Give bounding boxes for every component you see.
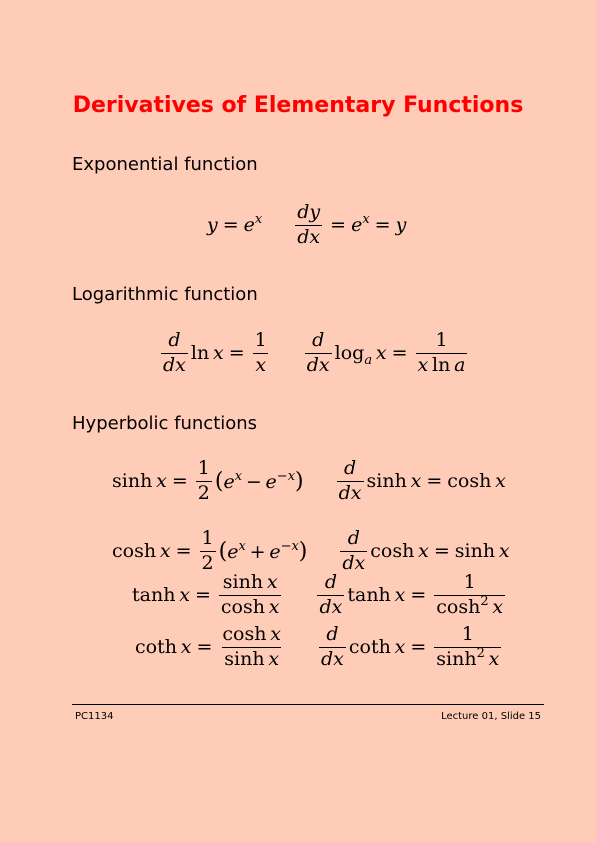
equation-exponential: y = $e^x$ $\frac{dy}{dx}$ = $e^x$ = y: [207, 201, 407, 248]
equation-logarithmic: $\frac{d}{dx}$ ln x = $\frac{1}{x}$ $\frac{d}{dx}$ $\log_a x$ = $\frac{1}{\text{x ln a}}$: [163, 329, 466, 376]
equation-sinh: sinh x = $\frac{1}{2}$ $(e^x - e^{-x})$ $\frac{d}{dx}$ sinh x = cosh x: [112, 457, 506, 504]
section-exponential-heading: Exponential function: [72, 154, 258, 175]
equation-cosh: cosh x = $\frac{1}{2}$ $(e^x + e^{-x})$ $\frac{d}{dx}$ cosh x = sinh x: [112, 527, 510, 574]
equation-tanh: tanh x = $\frac{\text{sinh x}}{\text{cosh x}}$ $\frac{d}{dx}$ tanh x = $\frac{1}{\cosh^2 x}$: [132, 571, 504, 618]
footer-divider: [72, 704, 544, 705]
footer-slide-number: Lecture 01, Slide 15: [441, 711, 541, 722]
equation-coth: coth x = $\frac{\text{cosh x}}{\text{sinh x}}$ $\frac{d}{dx}$ coth x = $\frac{1}{\sinh^2 x}$: [135, 623, 500, 670]
section-hyperbolic-heading: Hyperbolic functions: [72, 413, 258, 434]
slide-title: Derivatives of Elementary Functions: [72, 93, 524, 118]
footer-course-code: PC1134: [75, 711, 114, 722]
section-logarithmic-heading: Logarithmic function: [72, 284, 258, 305]
